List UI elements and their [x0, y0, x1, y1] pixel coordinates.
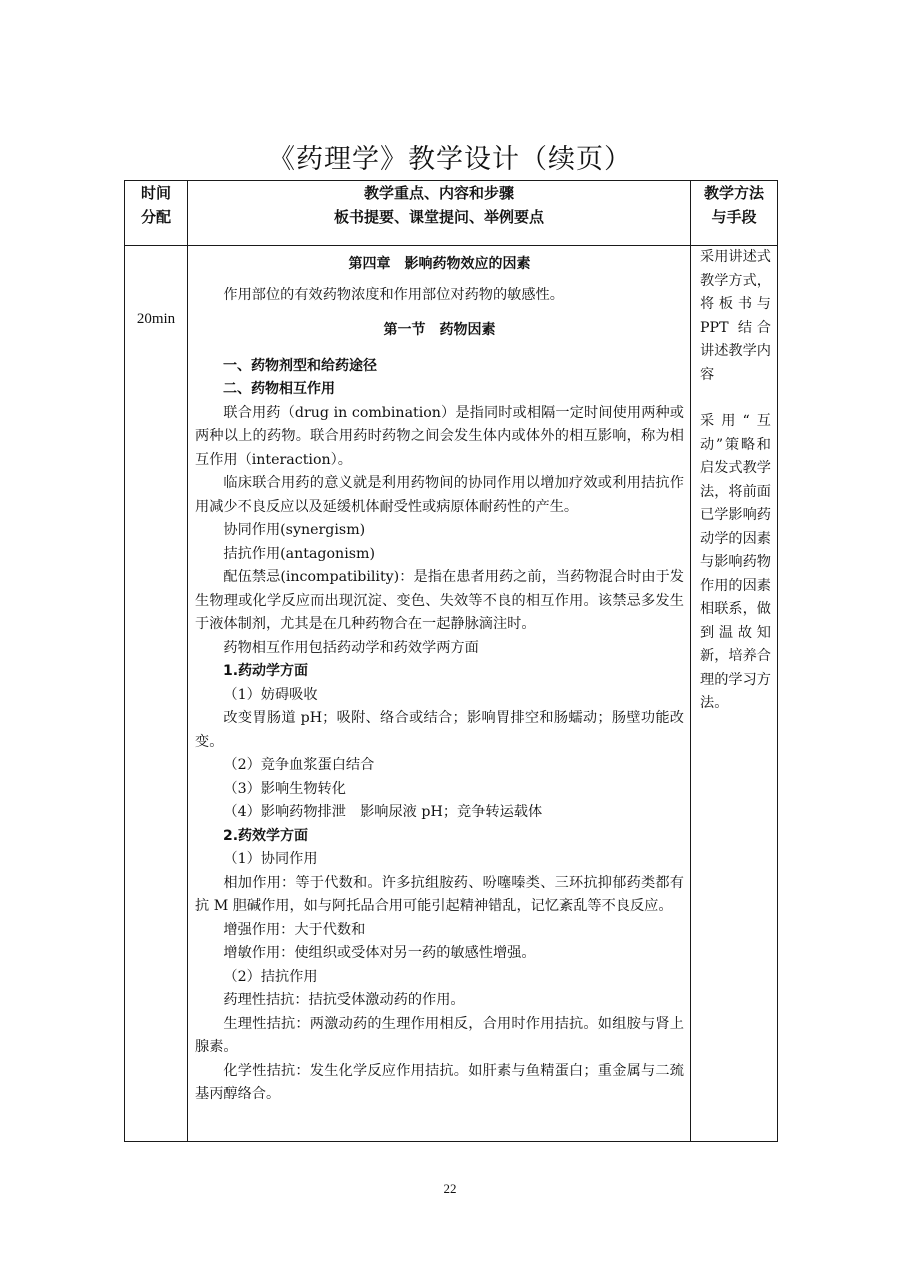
time-value: 20min: [136, 311, 176, 327]
subsection-heading: 1.药动学方面: [223, 663, 309, 679]
content-line: 协同作用(synergism): [223, 522, 366, 538]
content-paragraph: 临床联合用药的意义就是利用药物间的协同作用以增加疗效或利用拮抗作用减少不良反应以及延缓机体耐受性或病原体耐药性的产生。: [195, 475, 684, 515]
table-body-row: [125, 246, 778, 1142]
list-item: （1）妨碍吸收: [223, 686, 318, 703]
method-paragraph: 采用“互动”策略和启发式教学法，将前面已学影响药动学的因素与影响药物作用的因素相联系，做到温故知新，培养合理的学习方法。: [700, 413, 771, 711]
content-line: 增强作用：大于代数和: [223, 921, 366, 938]
content-paragraph: 配伍禁忌(incompatibility)：是指在患者用药之前，当药物混合时由于发生物理或化学反应而出现沉淀、变色、失效等不良的相互作用。该禁忌多发生于液体制剂，尤其是在几种药物合在一起静脉滴注时。: [195, 569, 684, 632]
content-paragraph: 化学性拮抗：发生化学反应作用拮抗。如肝素与鱼精蛋白；重金属与二巯基丙醇络合。: [195, 1062, 684, 1102]
header-method: [691, 181, 778, 246]
content-paragraph: 作用部位的有效药物浓度和作用部位对药物的敏感性。: [223, 286, 564, 303]
list-item: （2）拮抗作用: [223, 968, 318, 985]
content-paragraph: 联合用药（drug in combination）是指同时或相隔一定时间使用两种或两种以上的药物。联合用药时药物之间会发生体内或体外的相互影响，称为相互作用（interaction）。: [195, 404, 684, 468]
method-paragraph: 采用讲述式教学方式，将板书与 PPT 结合讲述教学内容: [700, 249, 771, 383]
list-item: （3）影响生物转化: [223, 780, 346, 797]
content-cell: [188, 246, 691, 1142]
chapter-heading: 第四章 影响药物效应的因素: [348, 256, 531, 272]
page-number: 22: [443, 1181, 457, 1196]
table-header-row: [125, 181, 778, 246]
header-time-allocation: [125, 181, 188, 246]
content-line: 药物相互作用包括药动学和药效学两方面: [223, 639, 479, 656]
subsection-heading: 2.药效学方面: [223, 827, 309, 844]
section-heading: 第一节 药物因素: [383, 322, 496, 338]
teaching-method-cell: [691, 246, 778, 1142]
subsection-heading: 二、药物相互作用: [223, 381, 335, 397]
header-method-line1: 教学方法: [703, 184, 764, 202]
content-line: 药理性拮抗：拮抗受体激动药的作用。: [223, 992, 465, 1008]
page-title: 《药理学》教学设计（续页）: [268, 144, 632, 175]
header-time-line1: 时间: [140, 184, 171, 202]
header-content-line1: 教学重点、内容和步骤: [363, 184, 514, 202]
subsection-heading: 一、药物剂型和给药途径: [223, 357, 377, 374]
header-content-line2: 板书提要、课堂提问、举例要点: [333, 208, 544, 226]
list-item: （2）竞争血浆蛋白结合: [223, 757, 375, 773]
content-paragraph: 改变胃肠道 pH；吸附、络合或结合；影响胃排空和肠蠕动；肠壁功能改变。: [195, 710, 684, 750]
list-item: （4）影响药物排泄 影响尿液 pH；竞争转运载体: [223, 804, 543, 820]
time-allocation-cell: [125, 246, 188, 1142]
header-time-line2: 分配: [140, 208, 171, 226]
content-paragraph: 生理性拮抗：两激动药的生理作用相反，合用时作用拮抗。如组胺与肾上腺素。: [195, 1015, 684, 1055]
header-method-line2: 与手段: [711, 208, 757, 226]
lesson-plan-table: [124, 180, 778, 1142]
header-content: [188, 181, 691, 246]
list-item: （1）协同作用: [223, 851, 318, 867]
content-line: 拮抗作用(antagonism): [223, 545, 375, 562]
content-line: 增敏作用：使组织或受体对另一药的敏感性增强。: [223, 945, 536, 961]
content-paragraph: 相加作用：等于代数和。许多抗组胺药、吩噻嗪类、三环抗抑郁药类都有抗 M 胆碱作用，如与阿托品合用可能引起精神错乱，记忆紊乱等不良反应。: [195, 874, 684, 914]
